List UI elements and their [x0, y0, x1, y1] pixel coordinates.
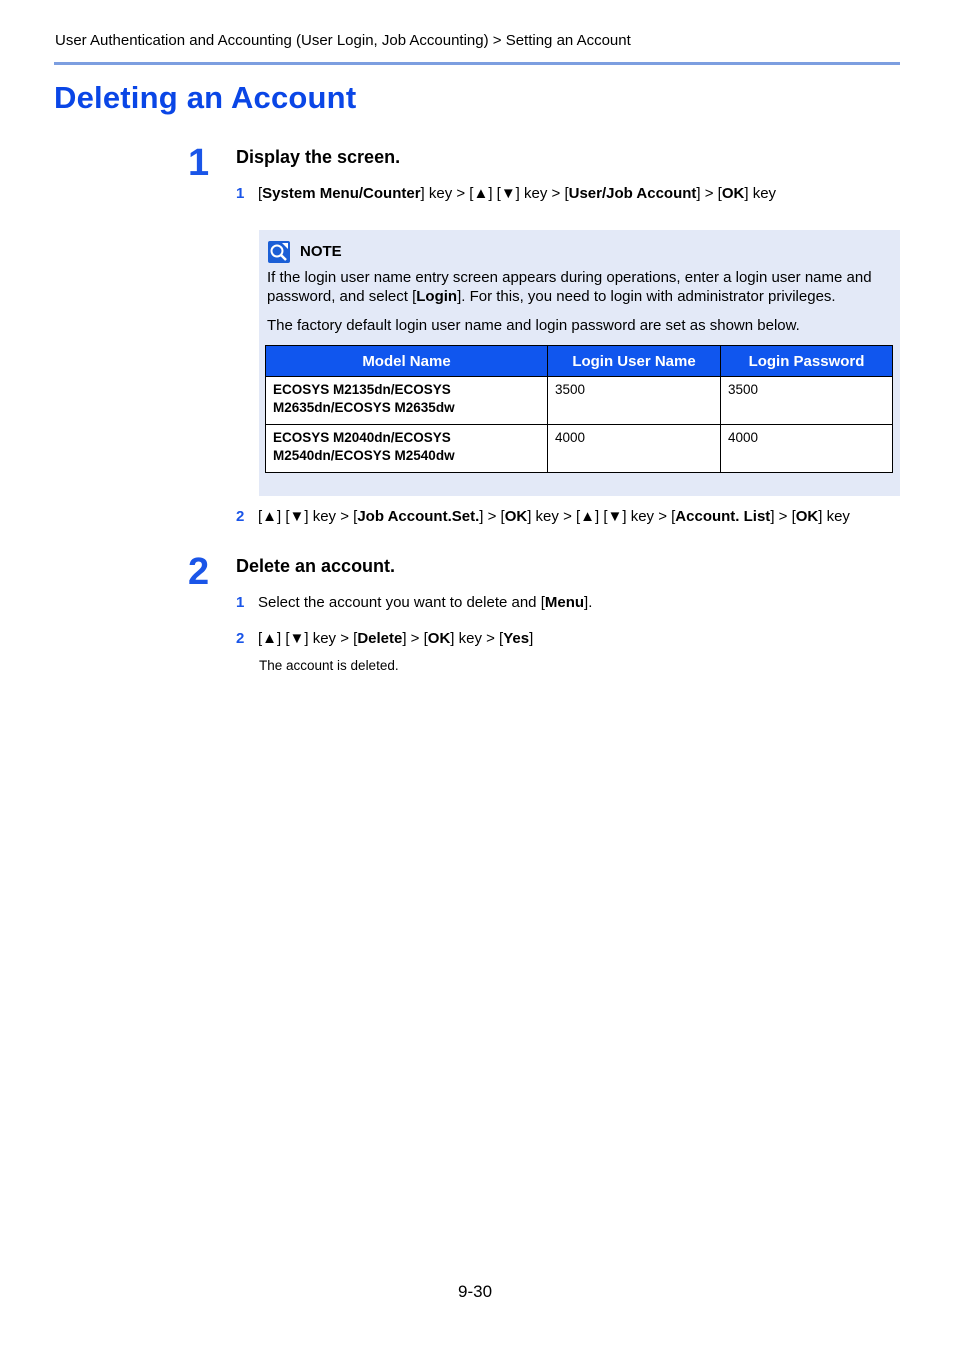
model-cell: ECOSYS M2040dn/ECOSYS M2540dn/ECOSYS M2540dw [266, 425, 548, 473]
column-header-model: Model Name [266, 346, 548, 377]
login-password-cell: 3500 [721, 377, 893, 425]
note-box [259, 230, 900, 496]
header-rule [54, 62, 900, 65]
table-row [266, 425, 893, 473]
step-1-title: Display the screen. [236, 147, 401, 167]
page-title: Deleting an Account [54, 80, 357, 115]
step-1-substep-2: 2 [▲] [▼] key > [Job Account.Set.] > [OK] key > [▲] [▼] key > [Account. List] > [OK] key [236, 508, 850, 525]
substep-number: 2 [236, 630, 245, 647]
step-2-substep-1: 1 Select the account you want to delete and [Menu]. [236, 594, 593, 611]
model-cell: ECOSYS M2135dn/ECOSYS M2635dn/ECOSYS M2635dw [266, 377, 548, 425]
note-paragraph-2: The factory default login user name and login password are set as shown below. [267, 317, 800, 334]
table-header-row [266, 346, 893, 377]
step-2-number: 2 [188, 551, 210, 593]
substep-number: 1 [236, 185, 245, 202]
note-label: NOTE [300, 243, 342, 260]
note-paragraph-1: If the login user name entry screen appears during operations, enter a login user name and password, and select [Login]. For this, you need to login with administrator privileges. [267, 269, 872, 305]
step-2-title: Delete an account. [236, 556, 396, 576]
table-row [266, 377, 893, 425]
step-1-number: 1 [188, 142, 210, 184]
page-number: 9-30 [458, 1282, 493, 1301]
note-magnifier-icon [268, 241, 290, 263]
column-header-login-user: Login User Name [548, 346, 721, 377]
substep-number: 2 [236, 508, 245, 525]
login-user-cell: 3500 [548, 377, 721, 425]
login-defaults-table [265, 345, 893, 473]
substep-number: 1 [236, 594, 245, 611]
step-1-substep-1: 1 [System Menu/Counter] key > [▲] [▼] key > [User/Job Account] > [OK] key [236, 185, 777, 202]
column-header-login-password: Login Password [721, 346, 893, 377]
step-2-substep-2: 2 [▲] [▼] key > [Delete] > [OK] key > [Yes] [236, 630, 534, 647]
login-user-cell: 4000 [548, 425, 721, 473]
step-2-result: The account is deleted. [259, 658, 399, 673]
login-password-cell: 4000 [721, 425, 893, 473]
breadcrumb: User Authentication and Accounting (User Login, Job Accounting) > Setting an Account [55, 32, 631, 49]
